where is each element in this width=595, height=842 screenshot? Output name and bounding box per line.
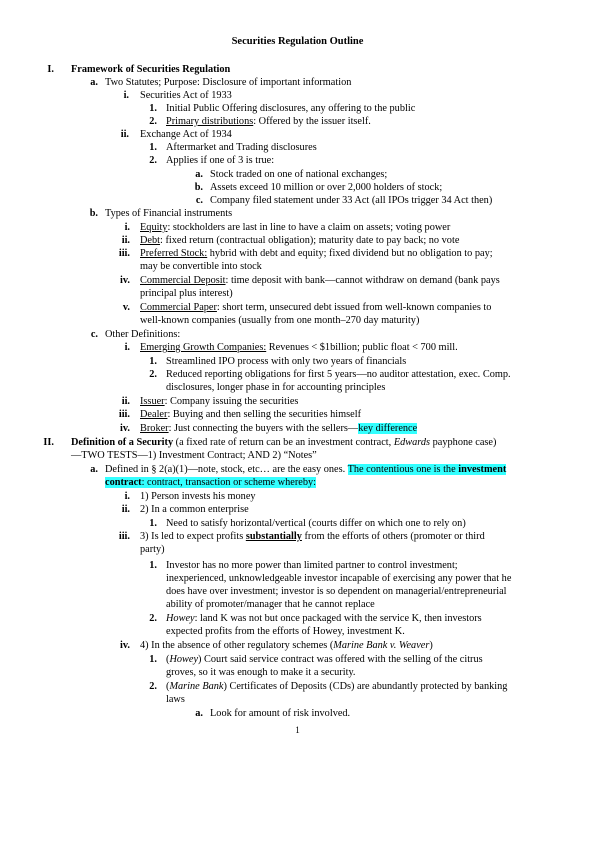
outline-item-continuation: disclosures, longer phase in for accounting principles [166, 382, 386, 393]
outline-marker: a. [90, 77, 98, 88]
outline-item: Defined in § 2(a)(1)—note, stock, etc… are the easy ones. The contentious one is the investment [105, 464, 507, 475]
outline-item-continuation: expected profits from the efforts of Howey, investment K. [166, 626, 405, 637]
outline-marker: i. [124, 491, 130, 502]
outline-item: 2) In a common enterprise [140, 504, 249, 515]
outline-marker: II. [43, 437, 54, 448]
section-heading: Framework of Securities Regulation [71, 64, 231, 75]
outline-item: Initial Public Offering disclosures, any offering to the public [166, 103, 416, 114]
outline-item: Company filed statement under 33 Act (all IPOs trigger 34 Act then) [210, 195, 493, 206]
outline-item: Look for amount of risk involved. [210, 708, 351, 719]
outline-item-continuation: —TWO TESTS—1) Investment Contract; AND 2) “Notes” [71, 450, 317, 461]
underlined-term: Primary distributions [166, 116, 254, 127]
outline-item: Equity: stockholders are last in line to have a claim on assets; voting power [140, 222, 451, 233]
outline-item: Preferred Stock: hybrid with debt and equity; fixed dividend but no obligation to pay; [140, 248, 493, 259]
underlined-term: Commercial Deposit [140, 275, 226, 286]
outline-item: Commercial Deposit: time deposit with bank—cannot withdraw on demand (bank pays [140, 275, 500, 286]
outline-marker: a. [195, 169, 203, 180]
underlined-term: Commercial Paper [140, 302, 217, 313]
outline-marker: b. [194, 182, 203, 193]
outline-item: Types of Financial instruments [105, 208, 233, 219]
outline-marker: 1. [149, 103, 157, 114]
outline-item: Primary distributions: Offered by the issuer itself. [166, 116, 371, 127]
outline-item: Two Statutes; Purpose: Disclosure of important information [105, 77, 352, 88]
highlighted-text: key difference [358, 423, 418, 434]
outline-item: Assets exceed 10 million or over 2,000 holders of stock; [210, 182, 443, 193]
outline-marker: 2. [149, 155, 157, 166]
outline-marker: v. [122, 302, 130, 313]
outline-item: Broker: Just connecting the buyers with the sellers—key difference [140, 423, 418, 434]
outline-marker: iv. [119, 423, 130, 434]
highlighted-text: contract [105, 477, 142, 488]
outline-item: 3) Is led to expect profits substantially from the efforts of others (promoter or third [140, 531, 485, 542]
underlined-term: Equity [140, 222, 168, 233]
outline-item: Exchange Act of 1934 [140, 129, 232, 140]
outline-marker: iii. [118, 248, 130, 259]
outline-item: Reduced reporting obligations for first 5 years—no auditor attestation, exec. Comp. [166, 369, 511, 380]
page-number: 1 [295, 725, 300, 735]
underlined-term: Preferred Stock: [140, 248, 208, 259]
outline-item-continuation: principal plus interest) [140, 288, 233, 299]
outline-marker: i. [124, 342, 130, 353]
underlined-term: substantially [245, 531, 302, 542]
outline-marker: i. [123, 90, 129, 101]
outline-item: Howey: land K was not but once packaged with the service K, then investors [166, 613, 482, 624]
outline-item: Debt: fixed return (contractual obligation); maturity date to pay back; no vote [140, 235, 460, 246]
outline-item-continuation: inexperienced, unknowledgeable investor incapable of exercising any power that he [166, 573, 512, 584]
underlined-term: Dealer [140, 409, 168, 420]
outline-item: Securities Act of 1933 [140, 90, 232, 101]
outline-item: (Howey) Court said service contract was offered with the selling of the citrus [166, 654, 483, 665]
outline-item: Aftermarket and Trading disclosures [166, 142, 317, 153]
outline-marker: b. [89, 208, 98, 219]
underlined-term: Debt [140, 235, 161, 246]
outline-marker: 1. [149, 142, 157, 153]
outline-marker: 2. [149, 369, 157, 380]
underlined-term: Broker [140, 423, 169, 434]
outline-item: 4) In the absence of other regulatory schemes (Marine Bank v. Weaver) [140, 640, 433, 651]
outline-marker: ii. [120, 129, 129, 140]
outline-item: Streamlined IPO process with only two years of financials [166, 356, 407, 367]
highlighted-text: : contract, transaction or scheme whereby: [141, 477, 316, 488]
underlined-term: Emerging Growth Companies: [140, 342, 267, 353]
outline-marker: 1. [149, 518, 157, 529]
outline-marker: ii. [121, 504, 130, 515]
outline-item: Stock traded on one of national exchanges; [210, 169, 388, 180]
outline-marker: 2. [149, 116, 157, 127]
section-heading: Definition of a Security (a fixed rate of return can be an investment contract, Edwards payphone case) [71, 437, 497, 448]
highlighted-text: investment [458, 464, 507, 475]
outline-item: (Marine Bank) Certificates of Deposits (CDs) are abundantly protected by banking [166, 681, 508, 692]
outline-marker: I. [47, 64, 54, 75]
outline-marker: a. [195, 708, 203, 719]
outline-marker: iii. [118, 531, 130, 542]
outline-item: Need to satisfy horizontal/vertical (courts differ on which one to rely on) [166, 518, 466, 529]
outline-item-continuation: may be convertible into stock [140, 261, 262, 272]
outline-item: Applies if one of 3 is true: [166, 155, 275, 166]
outline-marker: 1. [149, 654, 157, 665]
outline-marker: 2. [149, 613, 157, 624]
outline-item: 1) Person invests his money [140, 491, 256, 502]
outline-marker: a. [90, 464, 98, 475]
page-title: Securities Regulation Outline [231, 36, 364, 47]
outline-marker: ii. [121, 235, 130, 246]
outline-item: Investor has no more power than limited partner to control investment; [166, 560, 458, 571]
outline-item: Emerging Growth Companies: Revenues < $1billion; public float < 700 mill. [140, 342, 458, 353]
outline-item-continuation: groves, so it was enough to make it a security. [166, 667, 356, 678]
outline-item: Commercial Paper: short term, unsecured debt issued from well-known companies to [140, 302, 492, 313]
outline-item: Issuer: Company issuing the securities [140, 396, 299, 407]
outline-item: Other Definitions: [105, 329, 181, 340]
outline-marker: ii. [121, 396, 130, 407]
highlighted-text: The contentious one is the [347, 464, 459, 475]
outline-marker: 1. [149, 356, 157, 367]
outline-item-continuation: ability of promoter/manager that he cannot replace [166, 599, 375, 610]
outline-item: Dealer: Buying and then selling the securities himself [140, 409, 362, 420]
outline-marker: iv. [119, 640, 130, 651]
outline-item-continuation: party) [140, 544, 165, 555]
outline-marker: iv. [119, 275, 130, 286]
outline-marker: c. [90, 329, 98, 340]
underlined-term: Issuer [140, 396, 165, 407]
outline-marker: 2. [149, 681, 157, 692]
outline-marker: iii. [118, 409, 130, 420]
outline-marker: c. [195, 195, 203, 206]
outline-item-continuation: well-known companies (usually from one month–270 day maturity) [140, 315, 420, 326]
outline-item-continuation: does have over investment; investor is so dependent on managerial/entrepreneurial [166, 586, 507, 597]
outline-marker: 1. [149, 560, 157, 571]
outline-item-continuation [105, 477, 316, 489]
outline-marker: i. [124, 222, 130, 233]
outline-item-continuation: laws [166, 694, 185, 705]
